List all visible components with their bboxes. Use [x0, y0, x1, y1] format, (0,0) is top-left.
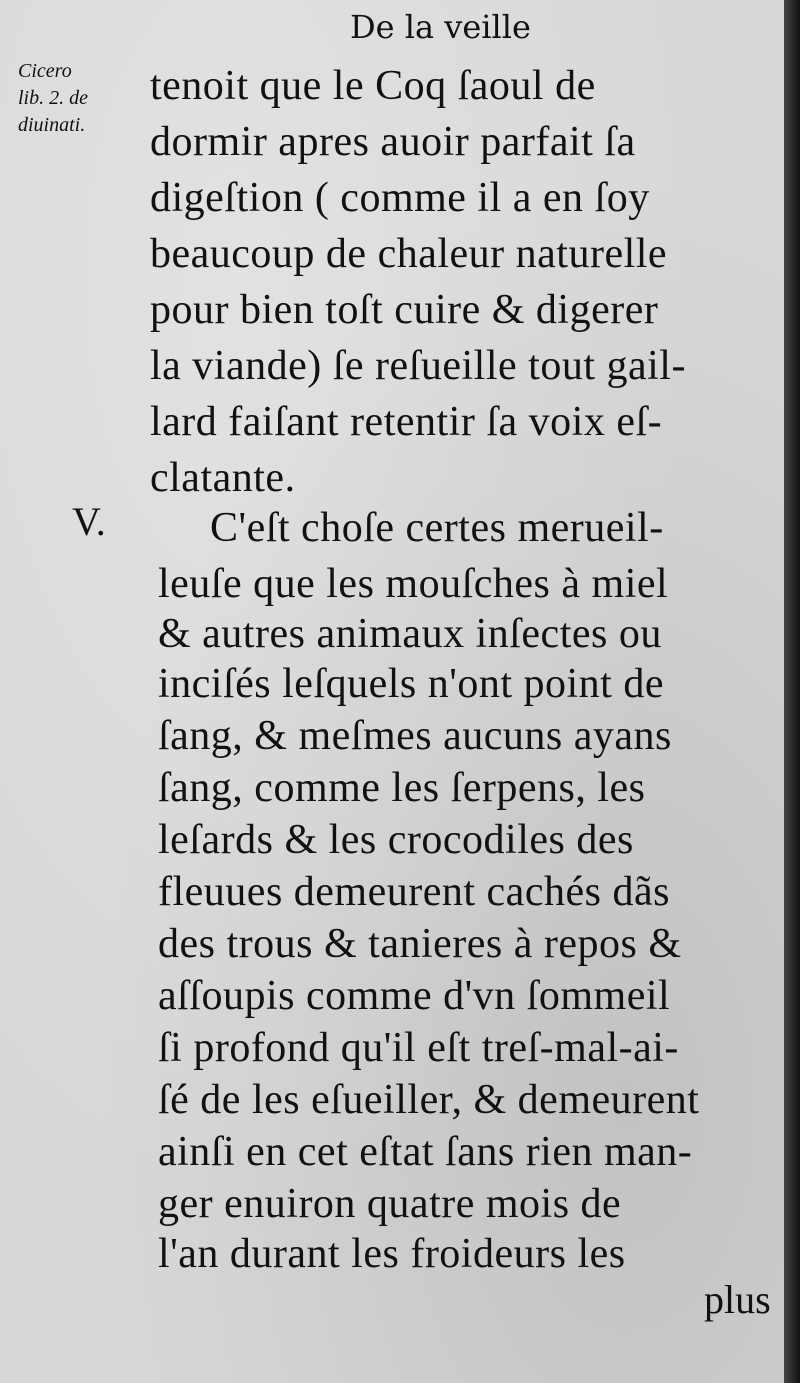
text-line: digeſtion ( comme il a en ſoy	[150, 175, 650, 221]
text-line: des trous & tanieres à repos &	[158, 921, 682, 967]
text-line: ſang, & meſmes aucuns ayans	[158, 713, 672, 759]
margin-note	[18, 58, 88, 139]
text-line: la viande) ſe reſueille tout gail-	[150, 343, 686, 389]
margin-note-line: diuinati.	[18, 114, 86, 136]
section-number: V.	[72, 499, 106, 544]
text-line: tenoit que le Coq ſaoul de	[150, 63, 596, 109]
text-line: clatante.	[150, 455, 296, 501]
catchword: plus	[704, 1277, 771, 1322]
text-line: l'an durant les froideurs les	[158, 1231, 626, 1277]
text-line: pour bien toſt cuire & digerer	[150, 287, 659, 333]
text-line: leſards & les crocodiles des	[158, 817, 634, 863]
text-line: C'eſt choſe certes merueil-	[210, 505, 664, 551]
text-line: aſſoupis comme d'vn ſommeil	[158, 973, 671, 1019]
margin-note-line: Cicero	[18, 60, 72, 82]
text-line: dormir apres auoir parfait ſa	[150, 119, 636, 165]
text-line: ſang, comme les ſerpens, les	[158, 765, 646, 811]
text-line: ger enuiron quatre mois de	[158, 1181, 622, 1227]
text-line: ainſi en cet eſtat ſans rien man-	[158, 1129, 693, 1175]
text-line: inciſés leſquels n'ont point de	[158, 661, 664, 707]
text-line: beaucoup de chaleur naturelle	[150, 231, 668, 277]
text-line: leuſe que les mouſches à miel	[158, 561, 669, 607]
text-line: fleuues demeurent cachés dãs	[158, 869, 670, 915]
text-line: ſé de les eſueiller, & demeurent	[158, 1077, 700, 1123]
running-head: De la veille	[350, 8, 531, 46]
text-line: lard faiſant retentir ſa voix eſ-	[150, 399, 663, 445]
book-spine-shadow	[784, 0, 800, 1383]
text-line: ſi profond qu'il eſt treſ-mal-ai-	[158, 1025, 679, 1071]
text-line: & autres animaux inſectes ou	[158, 611, 662, 657]
margin-note-line: lib. 2. de	[18, 87, 88, 109]
